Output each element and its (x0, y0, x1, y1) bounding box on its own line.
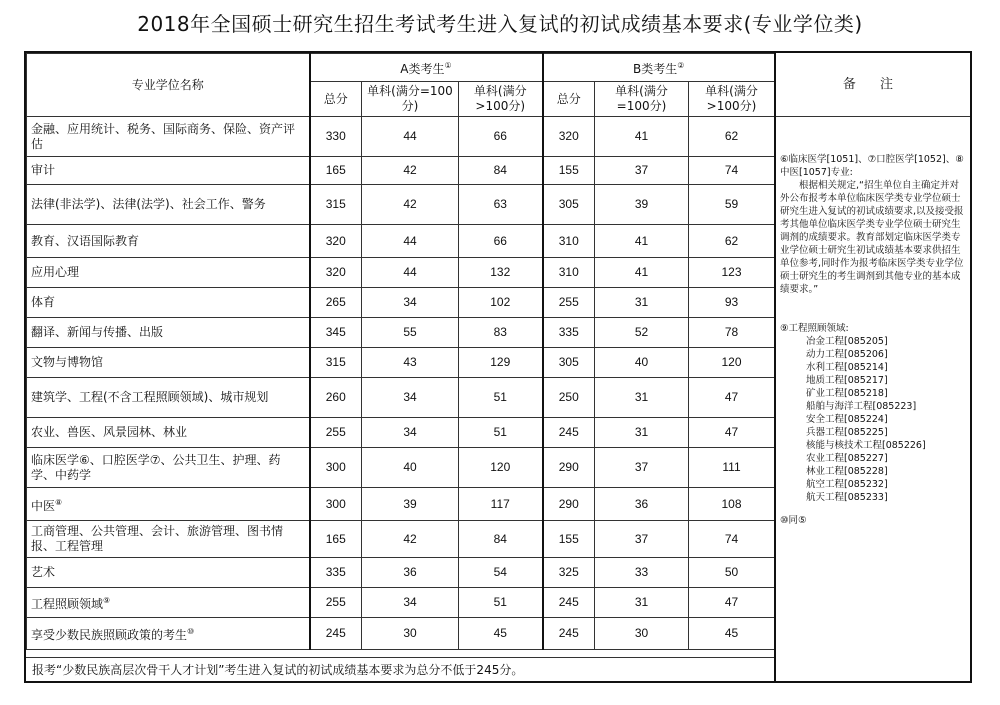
b-total-cell: 310 (543, 225, 595, 258)
major-name: 金融、应用统计、税务、国际商务、保险、资产评估 (27, 117, 310, 157)
engineering-item: 船舶与海洋工程[085223] (806, 401, 917, 412)
table-row (27, 225, 775, 258)
b-singlegt100-cell: 108 (689, 488, 775, 521)
table-row (27, 157, 775, 185)
note-medical-body: 根据相关规定,“招生单位自主确定并对外公布报考本单位临床医学类专业学位硕士研究生进入复试的初试成绩要求,以及接受报考其他单位临床医学类专业学位硕士研究生调剂的成绩要求。教育部划定临床医学类专业学位硕士研究生初试成绩基本要求供招生单位参考,同时作为报考临床医学类专业学位硕士研究生的考生调剂到其他专业的基本成绩要求。” (780, 180, 964, 295)
a-singlegt100-cell: 51 (459, 378, 543, 418)
b-singlegt100-cell: 62 (689, 117, 775, 157)
engineering-item: 核能与核技术工程[085226] (806, 440, 926, 451)
b-singlegt100-cell: 111 (689, 448, 775, 488)
table-row (27, 448, 775, 488)
a-single100-cell: 34 (362, 378, 459, 418)
table-row (27, 318, 775, 348)
score-table-frame (24, 51, 972, 683)
remarks-header: 备 注 (776, 53, 970, 117)
note-medical-title: ⑥临床医学[1051]、⑦口腔医学[1052]、⑧中医[1057]专业: (780, 154, 964, 178)
a-single100-cell: 30 (362, 618, 459, 650)
note-minority: ⑩同⑤ (780, 515, 807, 526)
b-total-cell: 155 (543, 521, 595, 558)
b-singlegt100-cell: 62 (689, 225, 775, 258)
a-total-cell: 315 (310, 348, 362, 378)
engineering-item: 航天工程[085233] (806, 492, 888, 503)
b-single100-cell: 40 (595, 348, 689, 378)
a-total-cell: 260 (310, 378, 362, 418)
b-single100-cell: 36 (595, 488, 689, 521)
b-single100-cell: 37 (595, 521, 689, 558)
table-row (27, 378, 775, 418)
a-total-cell: 320 (310, 225, 362, 258)
a-total-cell: 300 (310, 488, 362, 521)
table-row (27, 488, 775, 521)
engineering-item: 航空工程[085232] (806, 479, 888, 490)
a-single100-cell: 36 (362, 558, 459, 588)
a-single100-cell: 42 (362, 157, 459, 185)
b-singlegt100-cell: 45 (689, 618, 775, 650)
table-row (27, 348, 775, 378)
major-name: 法律(非法学)、法律(法学)、社会工作、警务 (27, 185, 310, 225)
engineering-item: 矿业工程[085218] (806, 388, 888, 399)
a-single100-cell: 40 (362, 448, 459, 488)
major-name: 教育、汉语国际教育 (27, 225, 310, 258)
table-row (27, 117, 775, 157)
b-single100-cell: 37 (595, 157, 689, 185)
table-row (27, 618, 775, 650)
major-name: 享受少数民族照顾政策的考生⑩ (27, 618, 310, 650)
b-single100-cell: 41 (595, 225, 689, 258)
table-row (27, 288, 775, 318)
b-singlegt100-cell: 74 (689, 521, 775, 558)
b-single100-cell: 31 (595, 418, 689, 448)
a-total-cell: 330 (310, 117, 362, 157)
b-singlegt100-cell: 47 (689, 418, 775, 448)
b-total-cell: 290 (543, 488, 595, 521)
b-single100-cell: 41 (595, 258, 689, 288)
b-single100-cell: 37 (595, 448, 689, 488)
a-singlegt100-cell: 129 (459, 348, 543, 378)
a-total-cell: 255 (310, 588, 362, 618)
group-b-header: B类考生② (543, 54, 775, 82)
footer-note: 报考“少数民族高层次骨干人才计划”考生进入复试的初试成绩基本要求为总分不低于245分。 (26, 657, 774, 681)
a-single100-cell: 34 (362, 588, 459, 618)
note-engineering-list (780, 335, 966, 504)
a-single100-cell: 44 (362, 117, 459, 157)
a-single100-cell: 44 (362, 225, 459, 258)
b-single100-cell: 41 (595, 117, 689, 157)
b-total-cell: 245 (543, 588, 595, 618)
table-row (27, 258, 775, 288)
a-singlegt100-cell: 84 (459, 157, 543, 185)
a-singlegt100-cell: 66 (459, 225, 543, 258)
a-singlegt100-cell: 84 (459, 521, 543, 558)
a-single100-cell: 43 (362, 348, 459, 378)
note-engineering-title: ⑨工程照顾领域: (780, 323, 849, 334)
engineering-item: 水利工程[085214] (806, 362, 888, 373)
score-table (26, 53, 775, 650)
major-header: 专业学位名称 (27, 54, 310, 117)
b-total-cell: 305 (543, 185, 595, 225)
b-singlegt100-cell: 74 (689, 157, 775, 185)
engineering-item: 动力工程[085206] (806, 349, 888, 360)
a-single100-cell: 39 (362, 488, 459, 521)
engineering-item: 安全工程[085224] (806, 414, 888, 425)
a-total-cell: 320 (310, 258, 362, 288)
a-total-cell: 345 (310, 318, 362, 348)
a-singlegt100-cell: 51 (459, 418, 543, 448)
a-total-cell: 335 (310, 558, 362, 588)
b-singlegt100-cell: 123 (689, 258, 775, 288)
b-total-cell: 255 (543, 288, 595, 318)
remarks-body (776, 117, 970, 527)
a-total-cell: 300 (310, 448, 362, 488)
a-singlegt100-cell: 132 (459, 258, 543, 288)
major-name: 中医⑧ (27, 488, 310, 521)
a-single100-cell: 44 (362, 258, 459, 288)
b-singlegt100-cell: 47 (689, 378, 775, 418)
a-single100-cell: 55 (362, 318, 459, 348)
b-total-cell: 305 (543, 348, 595, 378)
b-total-cell: 320 (543, 117, 595, 157)
major-name: 体育 (27, 288, 310, 318)
b-single100-cell: 33 (595, 558, 689, 588)
remarks-column (774, 53, 970, 681)
major-name: 工程照顾领域⑨ (27, 588, 310, 618)
table-row (27, 558, 775, 588)
major-name: 艺术 (27, 558, 310, 588)
major-name: 农业、兽医、风景园林、林业 (27, 418, 310, 448)
b-single100-cell: 30 (595, 618, 689, 650)
table-row (27, 588, 775, 618)
a-total-cell: 315 (310, 185, 362, 225)
a-total-cell: 255 (310, 418, 362, 448)
a-singlegt100-cell: 45 (459, 618, 543, 650)
a-total-cell: 165 (310, 157, 362, 185)
major-name: 应用心理 (27, 258, 310, 288)
major-name: 文物与博物馆 (27, 348, 310, 378)
a-single100-cell: 34 (362, 418, 459, 448)
a-single100-header: 单科(满分=100分) (362, 82, 459, 117)
a-single100-cell: 42 (362, 521, 459, 558)
a-singlegt100-cell: 63 (459, 185, 543, 225)
b-single100-cell: 52 (595, 318, 689, 348)
a-singlegt100-cell: 83 (459, 318, 543, 348)
b-total-cell: 155 (543, 157, 595, 185)
a-singlegt100-header: 单科(满分>100分) (459, 82, 543, 117)
b-singlegt100-cell: 59 (689, 185, 775, 225)
b-total-header: 总分 (543, 82, 595, 117)
b-single100-header: 单科(满分=100分) (595, 82, 689, 117)
a-total-cell: 245 (310, 618, 362, 650)
b-total-cell: 335 (543, 318, 595, 348)
major-name: 工商管理、公共管理、会计、旅游管理、图书情报、工程管理 (27, 521, 310, 558)
table-row (27, 185, 775, 225)
major-name: 临床医学⑥、口腔医学⑦、公共卫生、护理、药学、中药学 (27, 448, 310, 488)
b-total-cell: 325 (543, 558, 595, 588)
group-a-header: A类考生① (310, 54, 543, 82)
b-singlegt100-cell: 47 (689, 588, 775, 618)
b-single100-cell: 31 (595, 378, 689, 418)
table-row (27, 418, 775, 448)
engineering-item: 兵器工程[085225] (806, 427, 888, 438)
engineering-item: 地质工程[085217] (806, 375, 888, 386)
major-name: 审计 (27, 157, 310, 185)
a-total-cell: 165 (310, 521, 362, 558)
b-total-cell: 245 (543, 418, 595, 448)
a-singlegt100-cell: 117 (459, 488, 543, 521)
b-singlegt100-cell: 50 (689, 558, 775, 588)
a-total-header: 总分 (310, 82, 362, 117)
b-singlegt100-cell: 78 (689, 318, 775, 348)
a-singlegt100-cell: 54 (459, 558, 543, 588)
a-singlegt100-cell: 51 (459, 588, 543, 618)
engineering-item: 冶金工程[085205] (806, 336, 888, 347)
a-singlegt100-cell: 102 (459, 288, 543, 318)
b-total-cell: 290 (543, 448, 595, 488)
b-total-cell: 310 (543, 258, 595, 288)
b-singlegt100-cell: 120 (689, 348, 775, 378)
engineering-item: 农业工程[085227] (806, 453, 888, 464)
a-singlegt100-cell: 120 (459, 448, 543, 488)
table-row (27, 521, 775, 558)
b-singlegt100-header: 单科(满分>100分) (689, 82, 775, 117)
page-title: 2018年全国硕士研究生招生考试考生进入复试的初试成绩基本要求(专业学位类) (137, 12, 863, 36)
a-single100-cell: 42 (362, 185, 459, 225)
b-total-cell: 245 (543, 618, 595, 650)
b-singlegt100-cell: 93 (689, 288, 775, 318)
a-total-cell: 265 (310, 288, 362, 318)
b-total-cell: 250 (543, 378, 595, 418)
a-singlegt100-cell: 66 (459, 117, 543, 157)
major-name: 翻译、新闻与传播、出版 (27, 318, 310, 348)
engineering-item: 林业工程[085228] (806, 466, 888, 477)
b-single100-cell: 31 (595, 588, 689, 618)
a-single100-cell: 34 (362, 288, 459, 318)
major-name: 建筑学、工程(不含工程照顾领域)、城市规划 (27, 378, 310, 418)
b-single100-cell: 31 (595, 288, 689, 318)
b-single100-cell: 39 (595, 185, 689, 225)
